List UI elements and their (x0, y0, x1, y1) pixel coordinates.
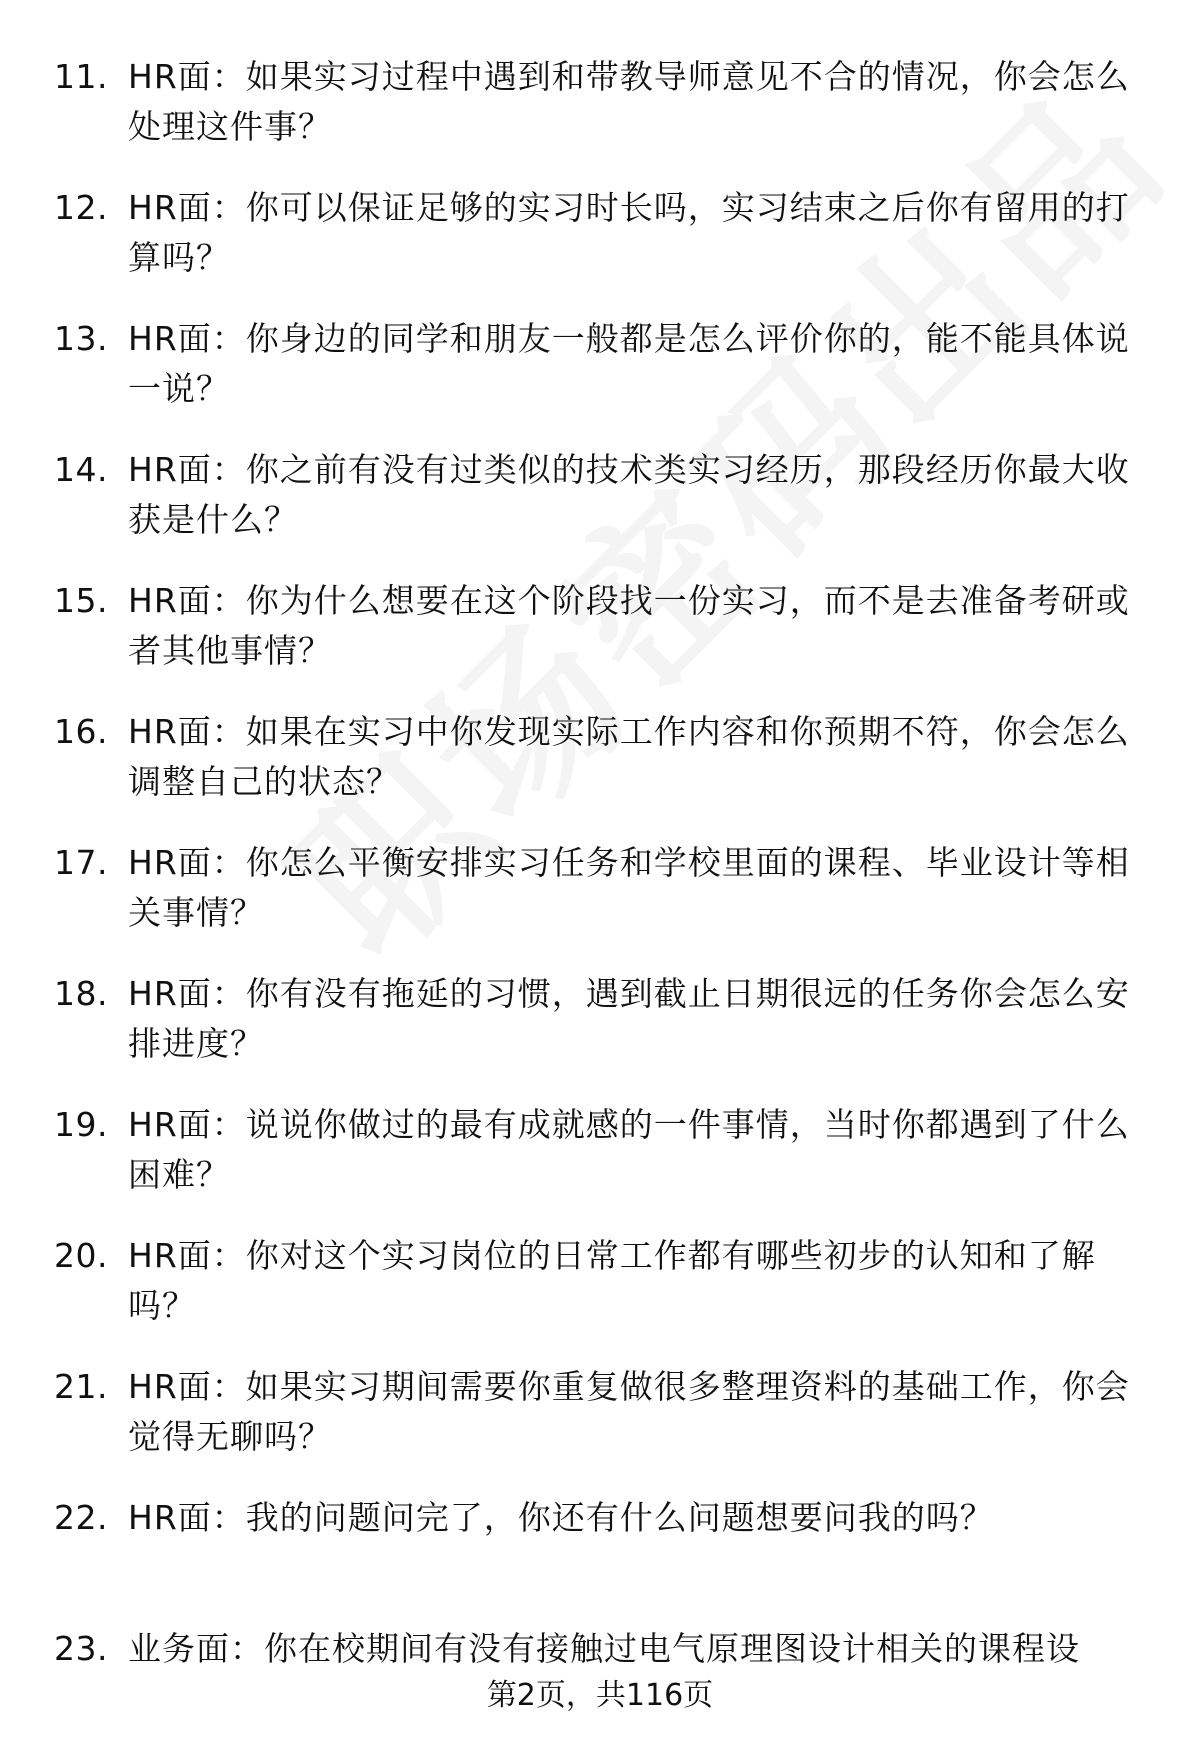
question-number: 15. (54, 581, 108, 620)
question-item (0, 183, 1200, 314)
question-number: 19. (54, 1105, 108, 1144)
question-number: 12. (54, 188, 108, 227)
question-item (0, 445, 1200, 576)
page-footer (0, 1674, 1200, 1718)
question-item (0, 314, 1200, 445)
question-item (0, 1362, 1200, 1493)
question-number: 22. (54, 1498, 108, 1537)
question-text: HR面：如果实习期间需要你重复做很多整理资料的基础工作，你会觉得无聊吗？ (128, 1367, 1130, 1456)
question-text: HR面：你身边的同学和朋友一般都是怎么评价你的，能不能具体说一说？ (128, 319, 1130, 408)
question-number: 21. (54, 1367, 108, 1406)
question-text: HR面：你有没有拖延的习惯，遇到截止日期很远的任务你会怎么安排进度？ (128, 974, 1130, 1063)
question-item (0, 576, 1200, 707)
question-text: HR面：如果实习过程中遇到和带教导师意见不合的情况，你会怎么处理这件事？ (128, 57, 1130, 146)
question-number: 16. (54, 712, 108, 751)
question-number: 20. (54, 1236, 108, 1275)
question-text: HR面：你怎么平衡安排实习任务和学校里面的课程、毕业设计等相关事情？ (128, 843, 1130, 932)
question-item (0, 707, 1200, 838)
question-item (0, 838, 1200, 969)
question-number: 11. (54, 57, 108, 96)
question-text: HR面：你之前有没有过类似的技术类实习经历，那段经历你最大收获是什么？ (128, 450, 1130, 539)
question-text: 业务面：你在校期间有没有接触过电气原理图设计相关的课程设 (128, 1629, 1080, 1668)
question-text: HR面：你为什么想要在这个阶段找一份实习，而不是去准备考研或者其他事情？ (128, 581, 1130, 670)
question-text: HR面：你可以保证足够的实习时长吗，实习结束之后你有留用的打算吗？ (128, 188, 1130, 277)
question-number: 18. (54, 974, 108, 1013)
question-number: 14. (54, 450, 108, 489)
question-text: HR面：如果在实习中你发现实际工作内容和你预期不符，你会怎么调整自己的状态？ (128, 712, 1130, 801)
question-list (0, 52, 1200, 1755)
question-number: 17. (54, 843, 108, 882)
question-number: 23. (54, 1629, 108, 1668)
question-text: HR面：你对这个实习岗位的日常工作都有哪些初步的认知和了解吗？ (128, 1236, 1096, 1325)
question-text: HR面：说说你做过的最有成就感的一件事情，当时你都遇到了什么困难？ (128, 1105, 1130, 1194)
question-number: 13. (54, 319, 108, 358)
question-item (0, 52, 1200, 183)
page-number-label: 第2页，共116页 (486, 1678, 714, 1713)
question-text: HR面：我的问题问完了，你还有什么问题想要问我的吗？ (128, 1498, 994, 1537)
question-item (0, 1231, 1200, 1362)
question-item (0, 1100, 1200, 1231)
question-item (0, 969, 1200, 1100)
question-item (0, 1493, 1200, 1624)
